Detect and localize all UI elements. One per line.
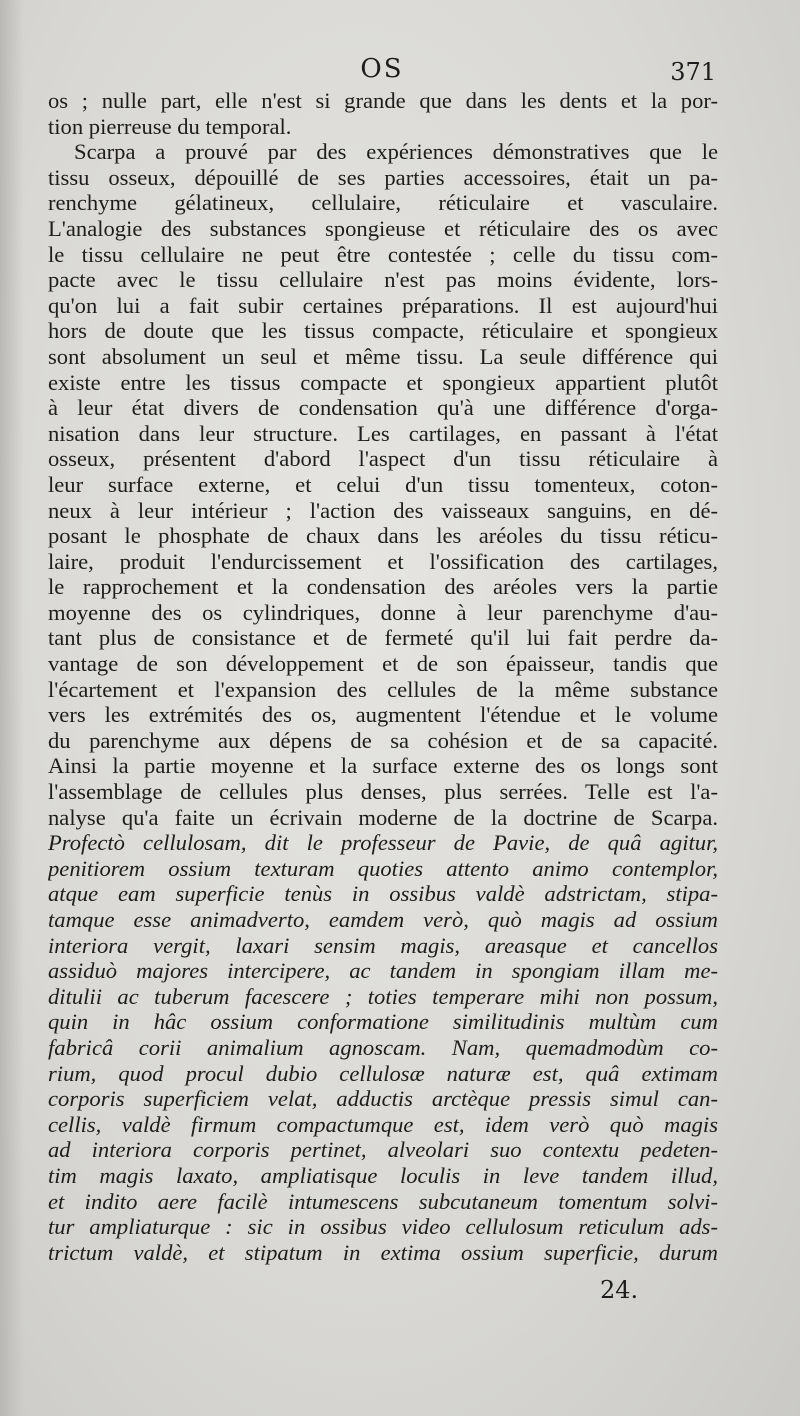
text-line: nalyse qu'a faite un écrivain moderne de la doctrine de Scarpa.: [48, 804, 718, 830]
text-line: sont absolument un seul et même tissu. La seule différence qui: [48, 343, 718, 369]
text-line: vantage de son développement et de son épaisseur, tandis que: [48, 651, 718, 677]
text-line: existe entre les tissus compacte et spongieux appartient plutôt: [48, 369, 718, 395]
text-line: tant plus de consistance et de fermeté qu'il lui fait perdre da-: [48, 625, 718, 651]
text-line: osseux, présentent d'abord l'aspect d'un tissu réticulaire à: [48, 446, 718, 472]
text-line: Ainsi la partie moyenne et la surface externe des os longs sont: [48, 753, 718, 779]
text-line: cellis, valdè firmum compactumque est, idem verò quò magis: [48, 1111, 718, 1137]
text-line: tion pierreuse du temporal.: [48, 113, 292, 139]
text-line: atque eam superficie tenùs in ossibus valdè adstrictam, stipa-: [48, 881, 718, 907]
text-line: L'analogie des substances spongieuse et réticulaire des os avec: [48, 215, 718, 241]
text-line: vers les extrémités des os, augmentent l'étendue et le volume: [48, 702, 718, 728]
text-line: fabricâ corii animalium agnoscam. Nam, quemadmodùm co-: [48, 1034, 718, 1060]
text-line: tur ampliaturque : sic in ossibus video cellulosum reticulum ads-: [48, 1214, 718, 1240]
text-line: penitiorem ossium texturam quoties attento animo contemplor,: [48, 855, 718, 881]
text-line: l'assemblage de cellules plus denses, plus serrées. Telle est l'a-: [48, 779, 718, 805]
signature-mark: 24.: [600, 1276, 639, 1304]
text-line: leur surface externe, et celui d'un tissu tomenteux, coton-: [48, 471, 718, 497]
body-text: [48, 88, 718, 1265]
text-line: et indito aere facilè intumescens subcutaneum tomentum solvi-: [48, 1188, 718, 1214]
text-line: qu'on lui a fait subir certaines préparations. Il est aujourd'hui: [48, 292, 718, 318]
text-line: tissu osseux, dépouillé de ses parties accessoires, était un pa-: [48, 164, 718, 190]
text-line: à leur état divers de condensation qu'à une différence d'orga-: [48, 395, 718, 421]
text-line: Scarpa a prouvé par des expériences démonstratives que le: [74, 139, 718, 165]
text-line: l'écartement et l'expansion des cellules de la même substance: [48, 676, 718, 702]
running-head: OS: [360, 54, 404, 84]
text-line: laire, produit l'endurcissement et l'ossification des cartilages,: [48, 548, 718, 574]
text-line: posant le phosphate de chaux dans les aréoles du tissu réticu-: [48, 523, 718, 549]
text-line: le rapprochement et la condensation des aréoles vers la partie: [48, 574, 718, 600]
text-line: tim magis laxato, ampliatisque loculis in leve tandem illud,: [48, 1162, 718, 1188]
text-line: trictum valdè, et stipatum in extima ossium superficie, durum: [48, 1239, 718, 1265]
text-line: pacte avec le tissu cellulaire n'est pas moins évidente, lors-: [48, 267, 718, 293]
text-line: corporis superficiem velat, adductis arctèque pressis simul can-: [48, 1086, 718, 1112]
text-line: rium, quod procul dubio cellulosæ naturæ est, quâ extimam: [48, 1060, 718, 1086]
text-line: ad interiora corporis pertinet, alveolari suo contextu pedeten-: [48, 1137, 718, 1163]
text-line: nisation dans leur structure. Les cartilages, en passant à l'état: [48, 420, 718, 446]
text-line: du parenchyme aux dépens de sa cohésion et de sa capacité.: [48, 727, 718, 753]
text-line: hors de doute que les tissus compacte, réticulaire et spongieux: [48, 318, 718, 344]
text-line: neux à leur intérieur ; l'action des vaisseaux sanguins, en dé-: [48, 497, 718, 523]
page-number: 371: [670, 58, 716, 86]
text-line: tamque esse animadverto, eamdem verò, quò magis ad ossium: [48, 907, 718, 932]
text-line: quin in hâc ossium conformatione similitudinis multùm cum: [48, 1009, 718, 1035]
text-line: os ; nulle part, elle n'est si grande que dans les dents et la por-: [48, 88, 718, 113]
binding-shadow: [0, 0, 24, 1416]
text-line: ditulii ac tuberum facescere ; toties temperare mihi non possum,: [48, 983, 718, 1009]
text-line: Profectò cellulosam, dit le professeur de Pavie, de quâ agitur,: [48, 830, 718, 856]
text-line: interiora vergit, laxari sensim magis, areasque et cancellos: [48, 932, 718, 958]
text-line: renchyme gélatineux, cellulaire, réticulaire et vasculaire.: [48, 190, 718, 216]
text-line: assiduò majores intercipere, ac tandem in spongiam illam me-: [48, 958, 718, 984]
text-line: le tissu cellulaire ne peut être contestée ; celle du tissu com-: [48, 241, 718, 267]
text-line: moyenne des os cylindriques, donne à leur parenchyme d'au-: [48, 599, 718, 625]
